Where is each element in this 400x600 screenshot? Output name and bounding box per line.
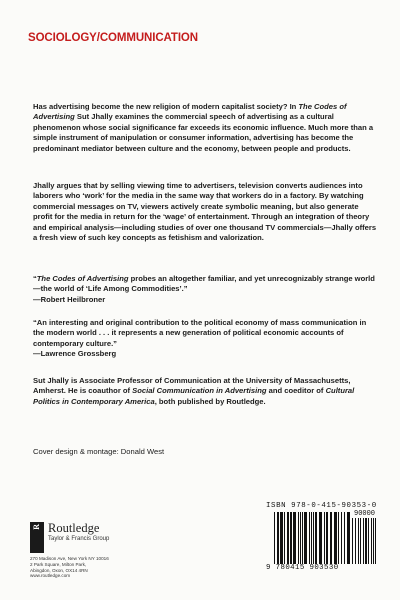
barcode-bar [319, 512, 322, 564]
q1-text: probes an altogether familiar, and yet unrecognizably strange world—the world of ‘Life Among Commodities’.” [33, 274, 375, 294]
barcode-bars [274, 512, 350, 564]
logo-letter: R [32, 524, 41, 530]
barcode-bar [368, 518, 369, 564]
category-label: SOCIOLOGY/COMMUNICATION [28, 32, 198, 44]
barcode-digits: 9 780415 903530 [266, 564, 339, 572]
barcode-bar [298, 512, 299, 564]
barcode-bar [347, 512, 350, 564]
author-bio [33, 376, 379, 407]
barcode-bar [334, 512, 337, 564]
barcode-bar [315, 512, 317, 564]
q1-book-title: The Codes of Advertising [36, 274, 129, 283]
barcode-bar [293, 512, 296, 564]
q2-text: “An interesting and original contribution to the political economy of mass communication in the modern world . . . it represents a new generation of political economic accounts of contemporary culture.” [33, 318, 367, 348]
p1-text-after: Sut Jhally examines the commercial speech of advertising as a cultural phenomenon whose social significance far exceeds its economic influence. Much more than a simple instrument of manipulation or consumer information, advertising has become the predominant mediator between culture and the economy, between people and products. [33, 112, 374, 153]
barcode-bar [280, 512, 283, 564]
barcode-bar [344, 512, 345, 564]
review-quote-2 [33, 318, 379, 360]
p1-text-before: Has advertising become the new religion of modern capitalist society? In [33, 102, 299, 111]
barcode-bar [277, 512, 279, 564]
barcode-bar [352, 518, 353, 564]
barcode-bar [326, 512, 328, 564]
barcode-bar [324, 512, 325, 564]
publisher-name: Routledge [48, 521, 100, 535]
barcode-bar [311, 512, 312, 564]
address-line: 270 Madison Ave, New York NY 10016 [30, 556, 109, 561]
barcode-bar [355, 518, 356, 564]
barcode-bar [330, 512, 332, 564]
cover-credit: Cover design & montage: Donald West [33, 447, 165, 456]
barcode-addon-label: 90000 [354, 510, 376, 518]
bio-title-2: Cultural Politics in Contemporary America [33, 386, 355, 406]
address-line: 2 Park Square, Milton Park, [30, 561, 87, 567]
description-paragraph-1 [33, 102, 379, 154]
description-paragraph-2 [33, 181, 379, 243]
isbn-barcode [266, 502, 380, 578]
barcode-bar [371, 518, 372, 564]
publisher-group: Taylor & Francis Group [48, 536, 110, 542]
publisher-address [30, 556, 109, 579]
barcode-bar [365, 518, 367, 564]
barcode-bar [360, 518, 361, 564]
barcode-bar [313, 512, 314, 564]
bio-title-1: Social Communication in Advertising [132, 386, 267, 396]
barcode-bar [375, 518, 376, 564]
barcode-bar [373, 518, 374, 564]
isbn-label: ISBN 978-0-415-90353-0 [266, 502, 377, 510]
barcode-bar [287, 512, 289, 564]
barcode-bar [290, 512, 292, 564]
barcode-bar [309, 512, 310, 564]
barcode-bar [341, 512, 342, 564]
p1-book-title: The Codes of Advertising [33, 102, 347, 122]
barcode-bar [300, 512, 301, 564]
review-quote-1 [33, 274, 379, 305]
barcode-bar [302, 512, 303, 564]
p2-text: Jhally argues that by selling viewing time to advertisers, television converts audiences into laborers who ‘work’ for the media in the same way that workers do in a factory. By watching commercial messages on TV, viewers actively create symbolic meaning, but also generate profit for the media in return for the ‘wage’ of entertainment. Through an integration of theory and empirical analysis—including studies of over one thousand TV commercials—Jhally offers a fresh view of such key concepts as fetishism and valorization. [33, 181, 377, 243]
address-line: Abingdon, Oxon, OX14 4RN [30, 567, 88, 573]
q1-open-mark: “ [33, 274, 37, 283]
bio-part-1: Sut Jhally is Associate Professor of Communication at the University of Massachusetts, Amherst. He is coauthor of [33, 376, 351, 396]
barcode-addon-bars [352, 518, 378, 564]
bio-part-2: and coeditor of [266, 386, 326, 396]
barcode-bar [274, 512, 275, 564]
routledge-logo-icon [30, 522, 44, 553]
bio-part-3: , both published by Routledge. [154, 396, 266, 406]
barcode-bar [284, 512, 285, 564]
barcode-bar [363, 518, 364, 564]
address-line: www.routledge.com [30, 573, 71, 579]
q2-attribution: —Lawrence Grossberg [33, 349, 117, 359]
q1-attribution: —Robert Heilbroner [33, 294, 106, 304]
barcode-bar [358, 518, 359, 564]
barcode-bar [338, 512, 339, 564]
barcode-bar [304, 512, 307, 564]
